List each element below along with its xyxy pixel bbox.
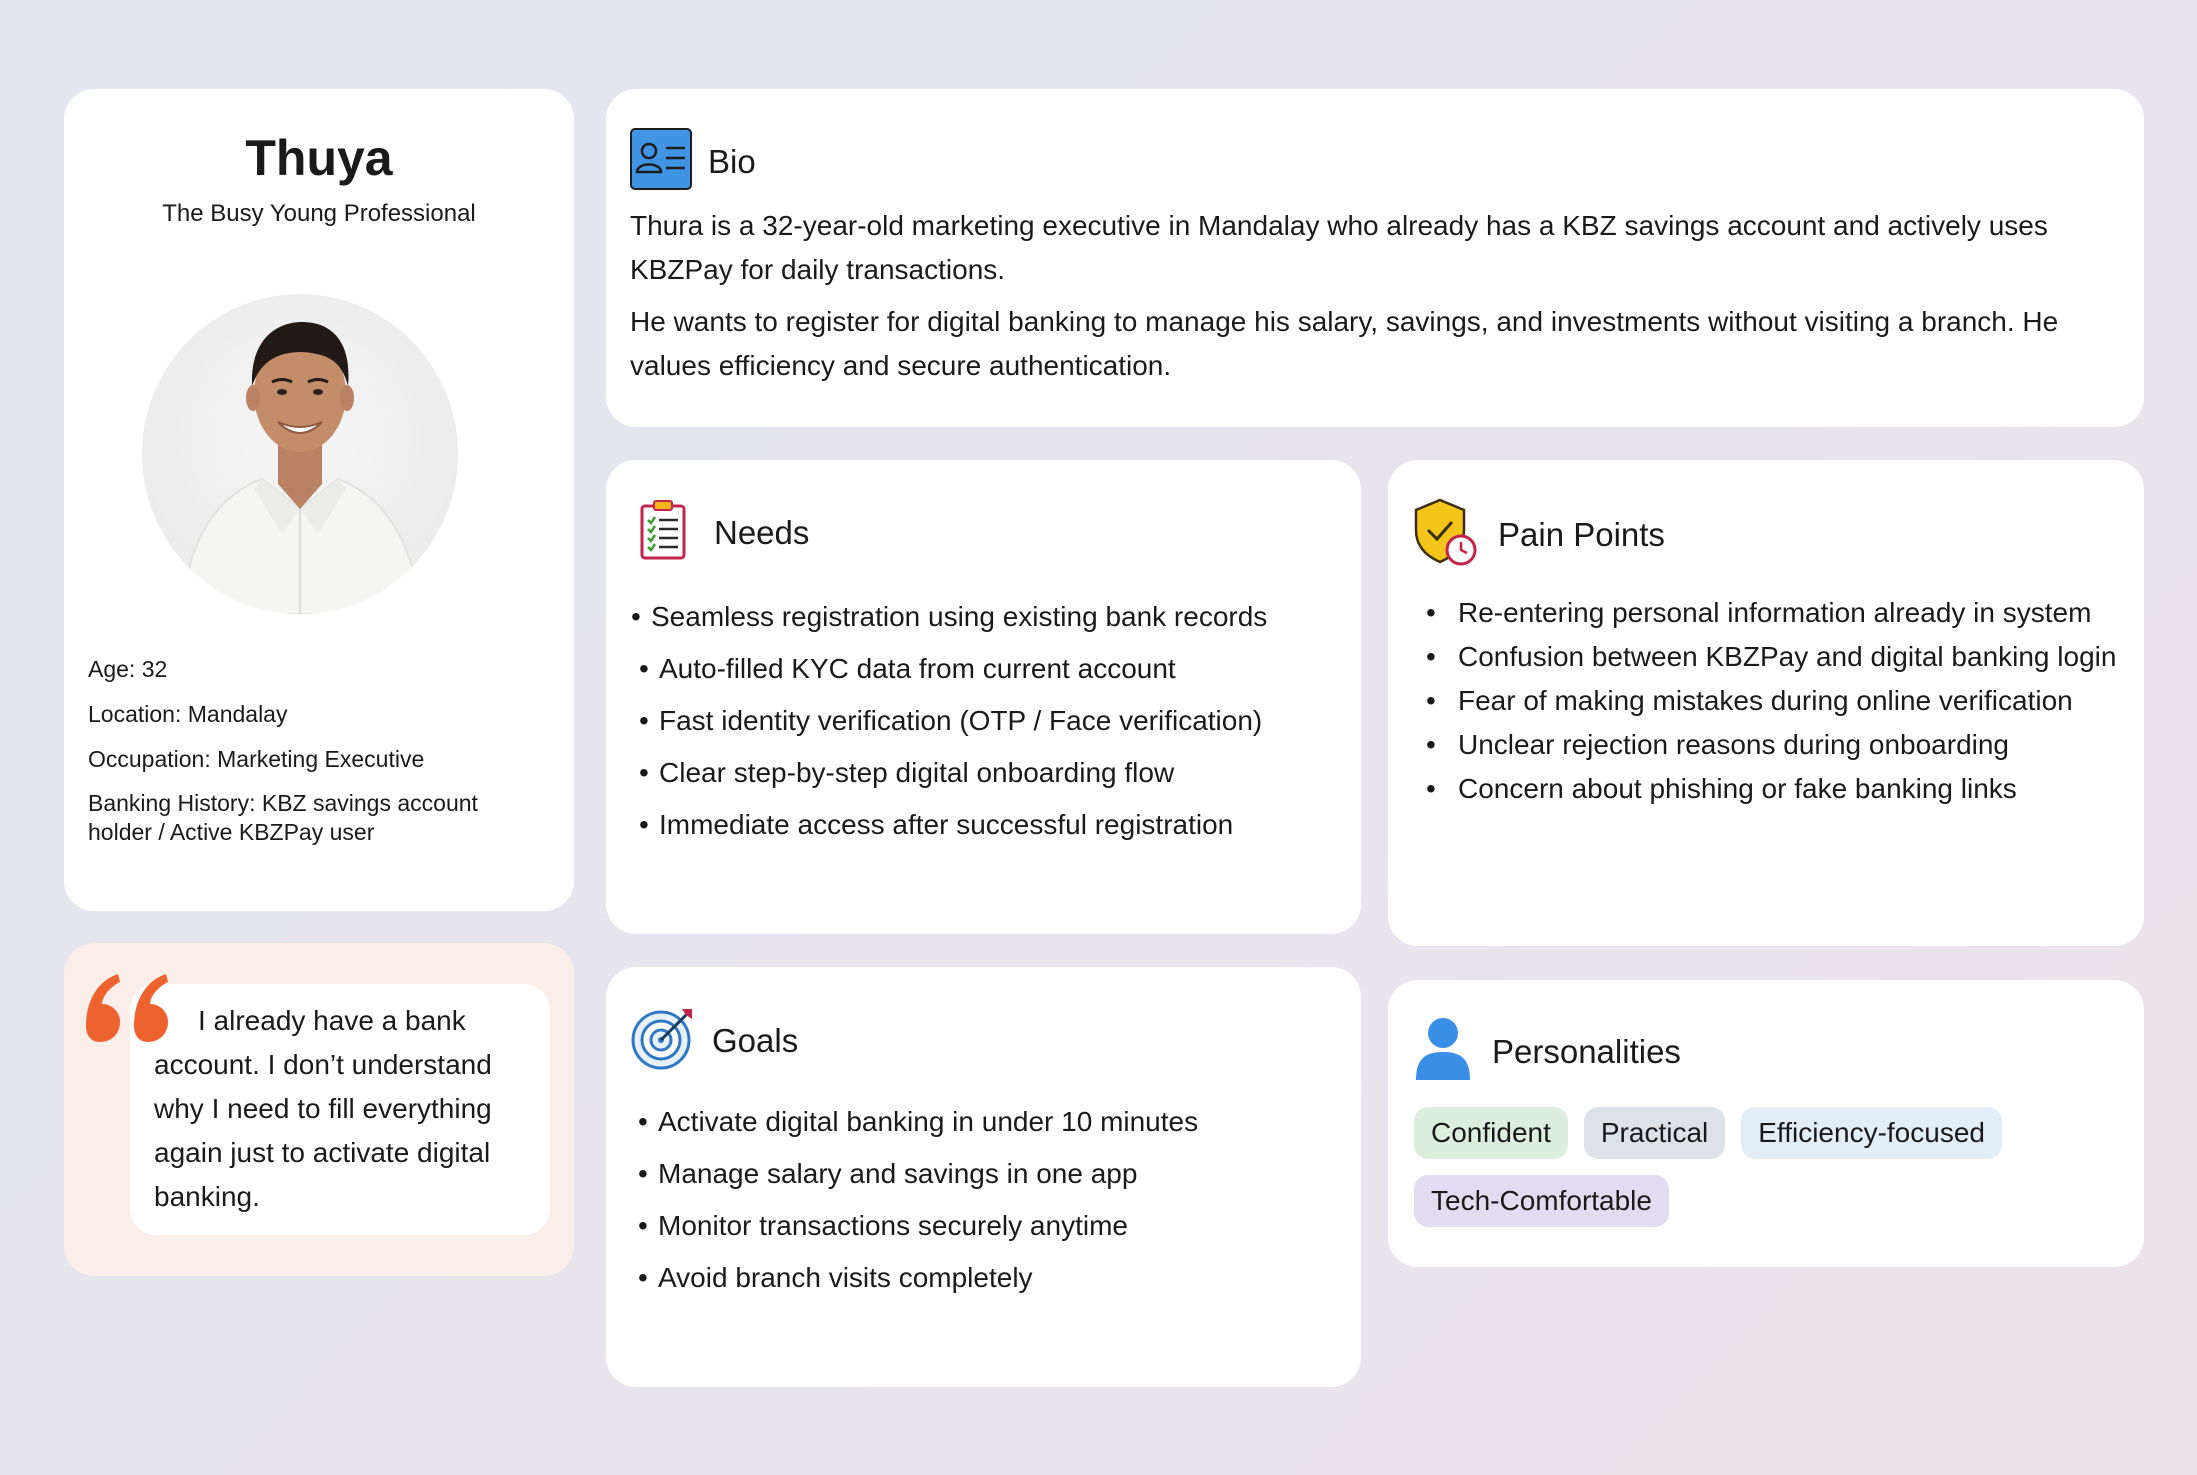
list-item: • Fear of making mistakes during online verification [1426, 679, 2126, 723]
personality-tag: Efficiency-focused [1741, 1107, 2002, 1159]
list-item: • Clear step-by-step digital onboarding flow [639, 747, 1267, 799]
pain-points-list [1426, 591, 2126, 811]
avatar-photo-icon [142, 294, 458, 614]
pain-points-header [1412, 498, 1665, 571]
pain-points-card [1388, 460, 2144, 946]
avatar [142, 294, 458, 614]
id-card-icon [630, 128, 692, 195]
personalities-header [1414, 1016, 1681, 1087]
list-item: • Monitor transactions securely anytime [638, 1200, 1198, 1252]
shield-clock-icon [1412, 498, 1478, 571]
personality-tag: Practical [1584, 1107, 1725, 1159]
list-item: • Re-entering personal information already in system [1426, 591, 2126, 635]
checklist-clipboard-icon [640, 500, 686, 565]
needs-list [631, 591, 1267, 851]
list-item: • Unclear rejection reasons during onboarding [1426, 723, 2126, 767]
persona-name: Thuya [245, 130, 393, 186]
personality-tags [1414, 1107, 2114, 1227]
person-icon [1414, 1016, 1472, 1087]
list-item: • Concern about phishing or fake banking links [1426, 767, 2126, 811]
fact-location: Location: Mandalay [88, 701, 288, 727]
fact-banking-history: Banking History: KBZ savings account holder / Active KBZPay user [88, 790, 478, 845]
bio-paragraph: He wants to register for digital banking to manage his salary, savings, and investments without visiting a branch. He values efficiency and secure authentication. [630, 306, 2059, 381]
list-item: • Auto-filled KYC data from current account [639, 643, 1267, 695]
needs-title: Needs [714, 513, 810, 551]
goals-card [606, 967, 1361, 1387]
personality-tag: Tech-Comfortable [1414, 1175, 1669, 1227]
persona-tagline: The Busy Young Professional [162, 200, 476, 227]
profile-card [64, 89, 574, 911]
personalities-title: Personalities [1492, 1032, 1681, 1070]
bio-text [630, 204, 2120, 396]
list-item: • Confusion between KBZPay and digital banking login [1426, 635, 2126, 679]
fact-age: Age: 32 [88, 656, 168, 682]
bio-card [606, 89, 2144, 427]
bio-paragraph: Thura is a 32-year-old marketing executive in Mandalay who already has a KBZ savings account and actively uses KBZPay for daily transactions. [630, 210, 2048, 285]
bio-title: Bio [708, 142, 756, 180]
list-item: • Manage salary and savings in one app [638, 1148, 1198, 1200]
list-item: • Immediate access after successful registration [639, 799, 1267, 851]
quote-text: I already have a bank account. I don’t understand why I need to fill everything again just to activate digital banking. [130, 984, 550, 1235]
list-item: • Avoid branch visits completely [638, 1252, 1198, 1304]
goals-header [630, 1005, 798, 1076]
personalities-card [1388, 980, 2144, 1267]
list-item: • Fast identity verification (OTP / Face verification) [639, 695, 1267, 747]
target-icon [630, 1005, 696, 1076]
quote-card [64, 943, 574, 1276]
goals-title: Goals [712, 1021, 799, 1059]
persona-facts [88, 654, 558, 862]
personality-tag: Confident [1414, 1107, 1568, 1159]
pain-points-title: Pain Points [1498, 515, 1665, 553]
list-item: • Activate digital banking in under 10 minutes [638, 1096, 1198, 1148]
needs-header [640, 500, 809, 565]
needs-card [606, 460, 1361, 934]
bio-header [630, 128, 756, 195]
fact-occupation: Occupation: Marketing Executive [88, 746, 425, 772]
goals-list [638, 1096, 1198, 1304]
quotation-mark-icon [78, 968, 178, 1048]
list-item: • Seamless registration using existing bank records [631, 591, 1267, 643]
